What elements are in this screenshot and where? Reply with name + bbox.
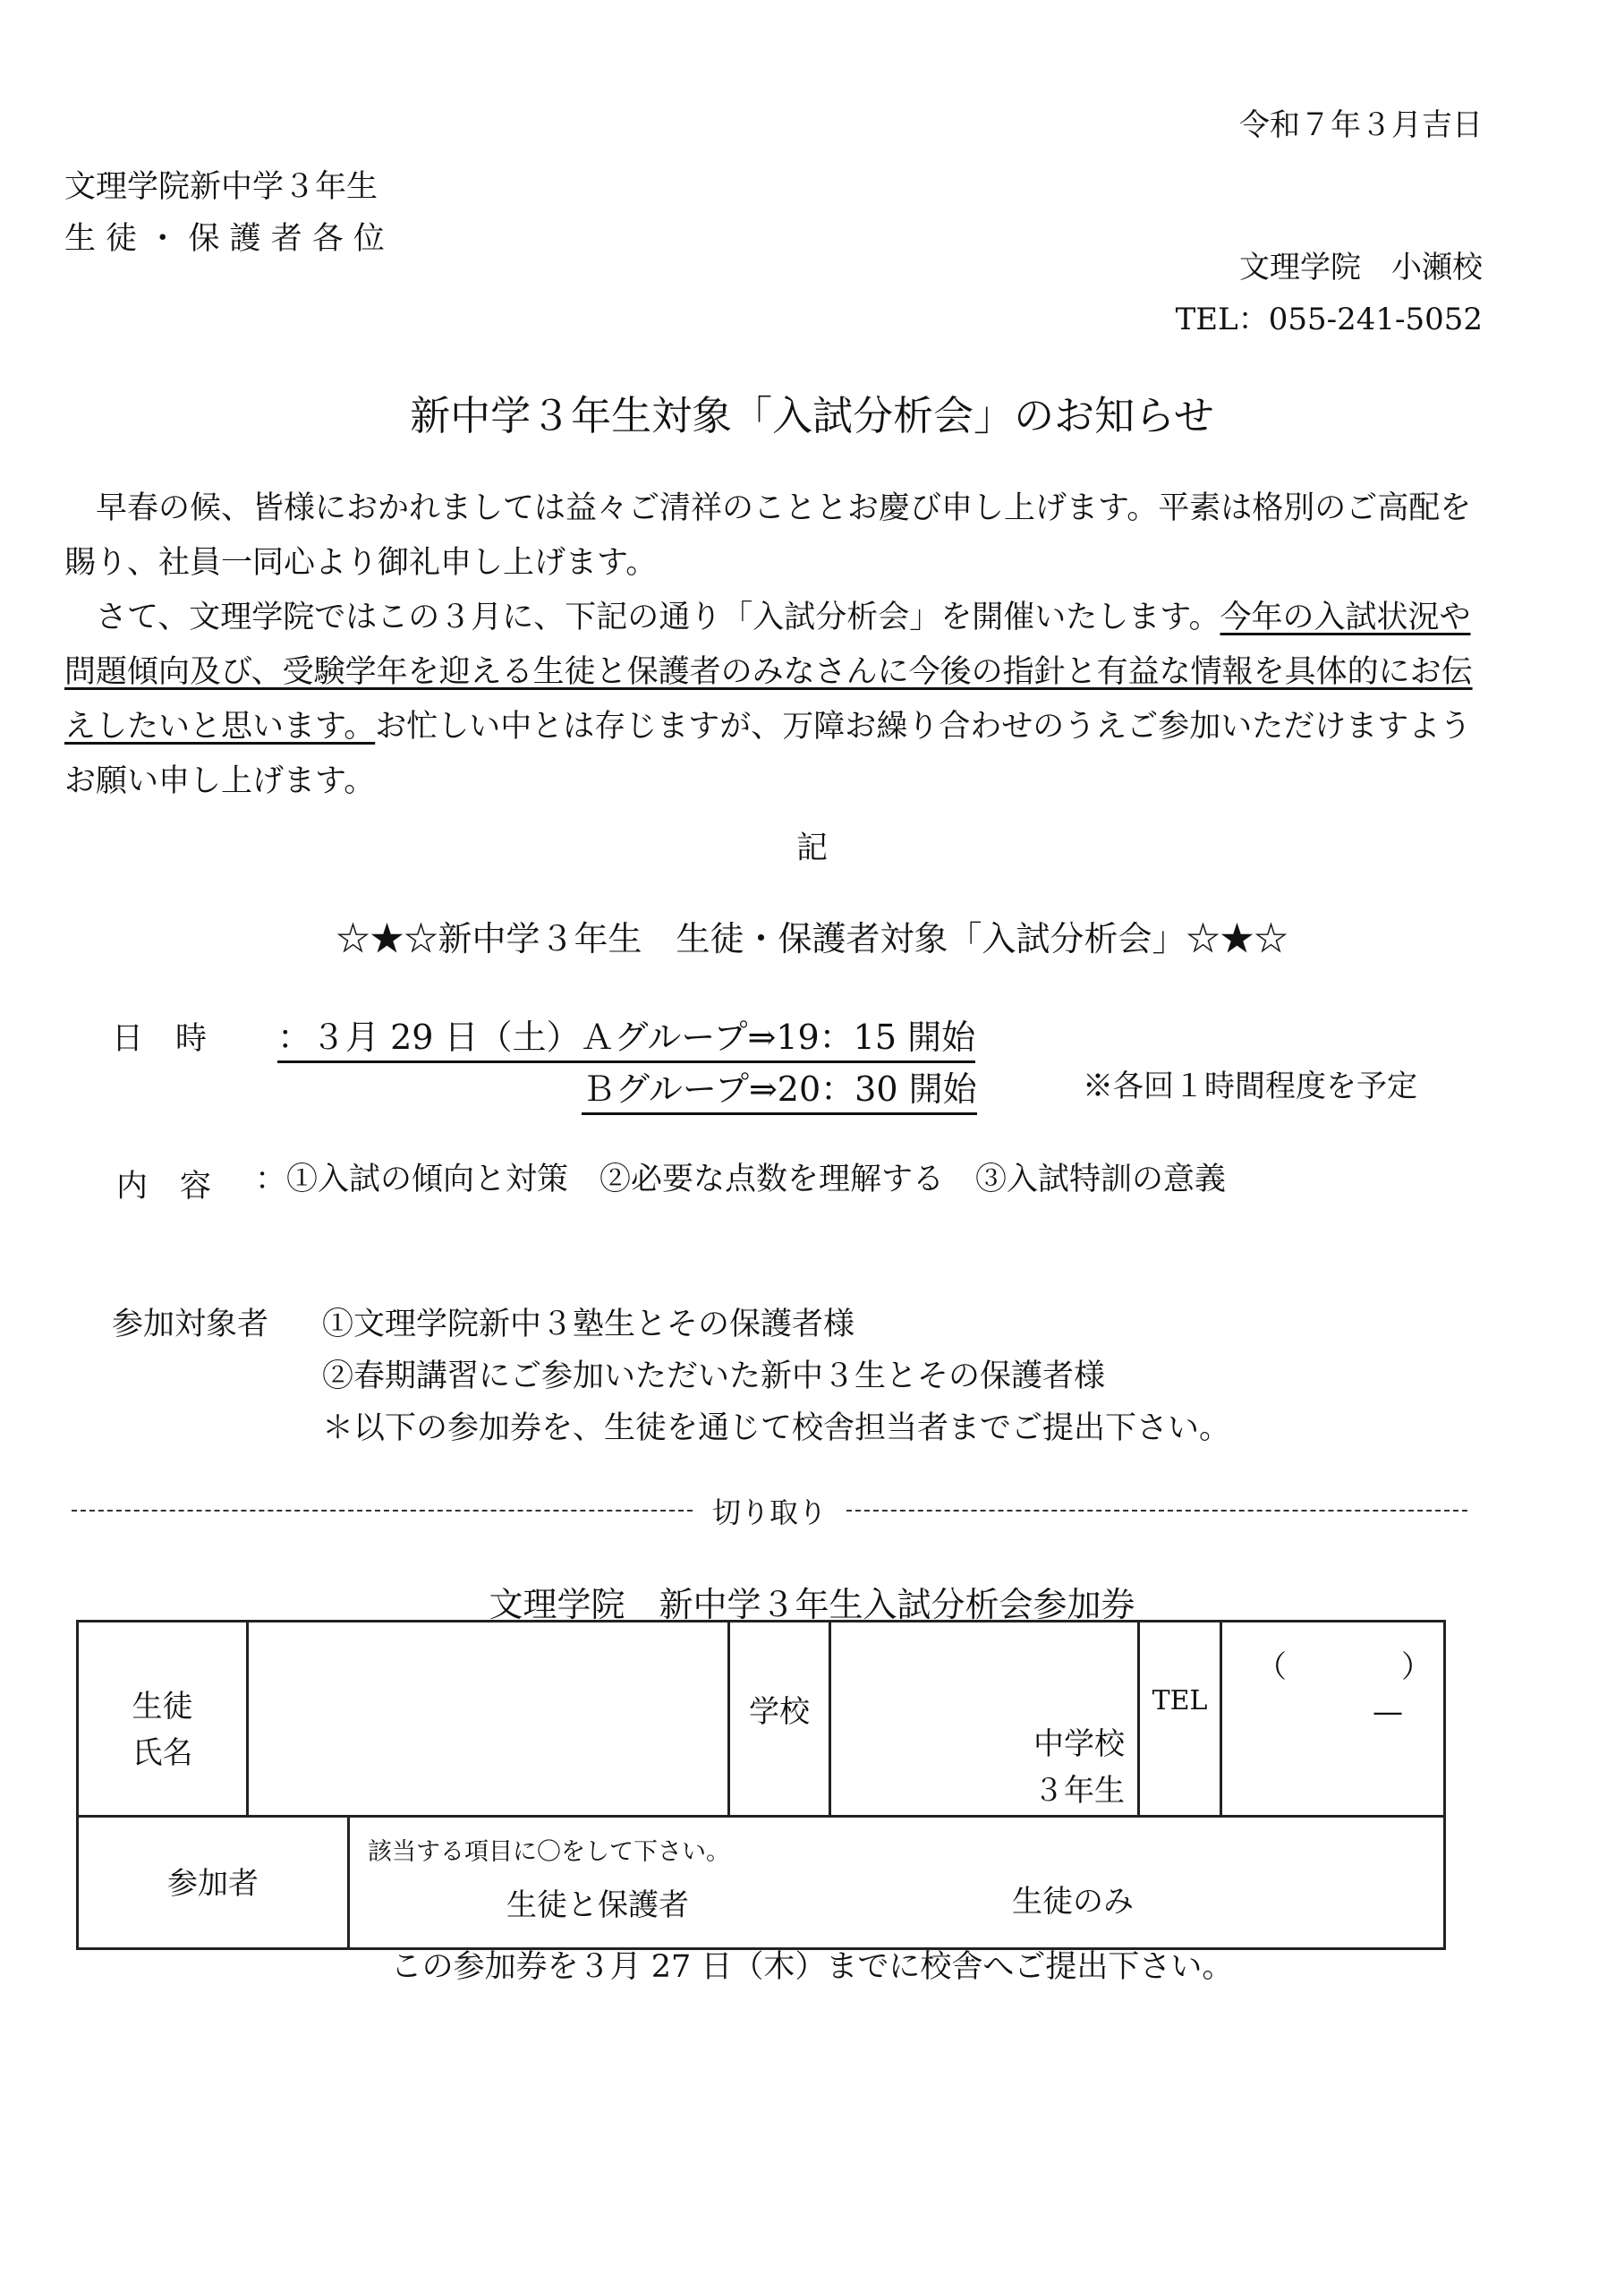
datetime-group-a: ：３月 29 日（土）Ａグループ⇒19：15 開始 [277,1009,975,1063]
submission-note: この参加券を３月 27 日（木）までに校舎へご提出下さい。 [390,1949,1234,1985]
addressee [64,161,385,265]
school-label: 学校 [749,1694,810,1730]
ki-marker: 記 [795,830,828,866]
tel-label: TEL [1152,1685,1208,1716]
addressee-line-2: 生 徒 ・ 保 護 者 各 位 [64,221,385,257]
cut-line [72,1490,1467,1531]
body-paragraph-2 [64,591,1496,809]
participant-instruction: 該当する項目に〇をして下さい。 [368,1838,730,1866]
student-name-label-2: 氏名 [132,1735,193,1771]
content-value: ：①入試の傾向と対策 ②必要な点数を理解する ③入試特訓の意義 [255,1162,1227,1197]
tel-field[interactable] [1221,1622,1445,1817]
sender [1176,242,1483,345]
addressee-line-1: 文理学院新中学３年生 [64,169,378,205]
ticket-row-student [78,1622,1445,1817]
participant-label: 参加者 [167,1866,259,1902]
student-name-label-cell [78,1622,248,1817]
body-paragraph-2-underlined: 今年の入試状況や問題傾向及び、受験学年を迎える生徒と保護者のみなさんに今後の指針と有益な情報を具体的にお伝えしたいと思います。 [64,600,1473,745]
datetime-label: 日時 [112,1021,240,1057]
option-student-only[interactable]: 生徒のみ [1012,1884,1134,1920]
cut-label: 切り取り [712,1495,828,1529]
datetime-group-b: Ｂグループ⇒20：30 開始 [582,1061,977,1115]
tel-label-cell [1139,1622,1221,1817]
event-title: ☆★☆新中学３年生 生徒・保護者対象「入試分析会」☆★☆ [336,919,1288,958]
body-paragraph-1: 早春の候、皆様におかれましては益々ご清祥のこととお慶び申し上げます。平素は格別のご高配を賜り、社員一同心より御礼申し上げます。 [64,490,1472,581]
school-label-cell [729,1622,830,1817]
tel-paren-open: （ [1256,1649,1287,1685]
target-line-1: ①文理学院新中３塾生とその保護者様 [322,1307,855,1342]
target-line-3: ＊以下の参加券を、生徒を通じて校舎担当者までご提出下さい。 [322,1410,1231,1446]
ticket-form [76,1620,1446,1950]
content-label: 内容 [116,1169,244,1205]
document-title: 新中学３年生対象「入試分析会」のお知らせ [410,392,1214,439]
school-suffix-2: ３年生 [1033,1773,1125,1809]
student-name-label-1: 生徒 [132,1689,193,1725]
body-paragraph-2-b: お忙しい中とは存じますが、万障お繰り合わせのうえご参加いただけますようお願い申し上げます。 [64,709,1472,799]
issue-date: 令和７年３月吉日 [1239,107,1483,143]
body-text [64,481,1496,809]
student-name-field[interactable] [248,1622,729,1817]
target-line-2: ②春期講習にご参加いただいた新中３生とその保護者様 [322,1358,1106,1394]
tel-paren-close: ） [1401,1649,1432,1685]
target-label: 参加対象者 [112,1307,269,1342]
school-suffix-1: 中学校 [1033,1726,1125,1762]
sender-tel: TEL：055-241-5052 [1175,302,1483,337]
ticket-title: 文理学院 新中学３年生入試分析会参加券 [489,1585,1135,1624]
school-field[interactable] [830,1622,1139,1817]
participant-options-cell [349,1817,1445,1949]
option-student-and-guardian[interactable]: 生徒と保護者 [506,1887,689,1923]
body-paragraph-2-a: さて、文理学院ではこの３月に、下記の通り「入試分析会」を開催いたします。 [96,600,1220,635]
cut-dash-right [846,1510,1467,1512]
ticket-row-participant [78,1817,1445,1949]
tel-dash: — [1373,1694,1403,1730]
datetime-note: ※各回１時間程度を予定 [1083,1069,1417,1104]
sender-name: 文理学院 小瀬校 [1239,250,1483,285]
cut-dash-left [72,1510,693,1512]
participant-label-cell [78,1817,349,1949]
